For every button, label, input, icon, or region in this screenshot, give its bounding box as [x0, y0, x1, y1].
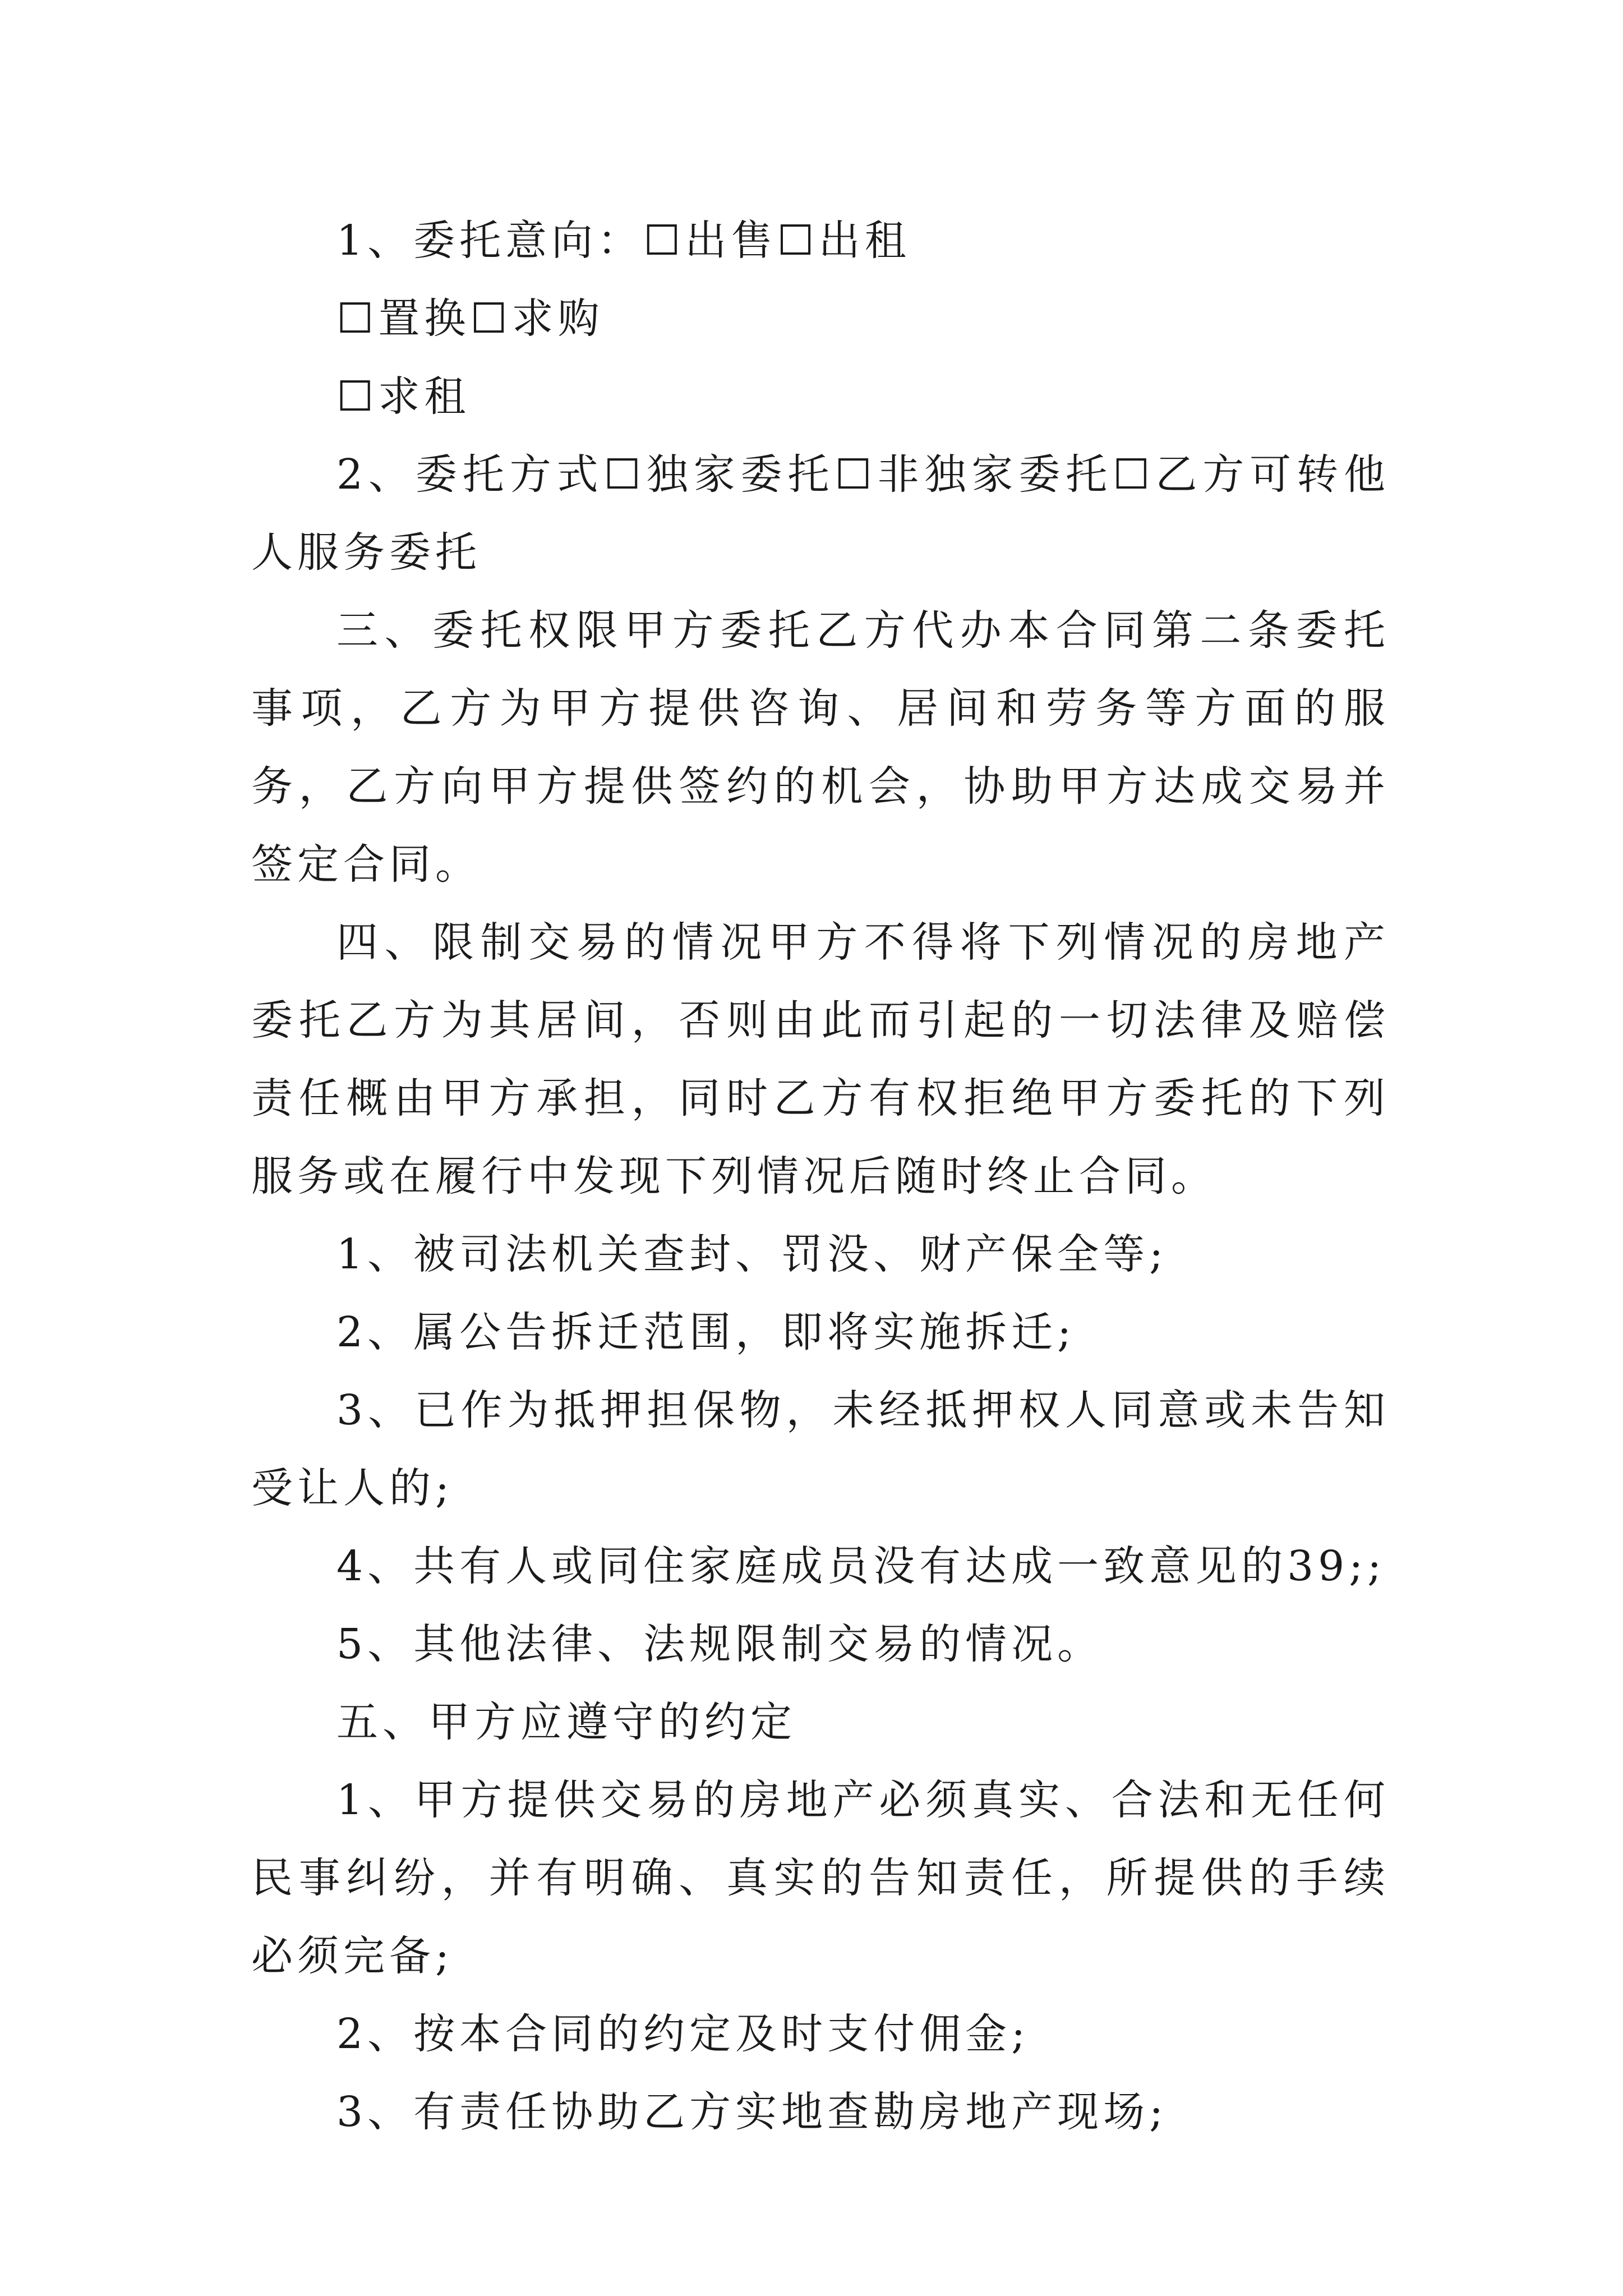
paragraph-restriction-2: 2、属公告拆迁范围，即将实施拆迁; — [336, 1308, 1076, 1356]
paragraph-obligation-1: 1、甲方提供交易的房地产必须真实、合法和无任何民事纠纷，并有明确、真实的告知责任，所提供的手续必须完备; — [251, 1776, 1390, 1980]
paragraph-restriction-4: 4、共有人或同住家庭成员没有达成一致意见的39;; — [336, 1542, 1386, 1590]
document-body — [251, 202, 1390, 2151]
paragraph-obligation-3: 3、有责任协助乙方实地查勘房地产现场; — [336, 2088, 1168, 2136]
paragraph-section-restrictions: 四、限制交易的情况甲方不得将下列情况的房地产委托乙方为其居间，否则由此而引起的一切法律及赔偿责任概由甲方承担，同时乙方有权拒绝甲方委托的下列服务或在履行中发现下列情况后随时终止合同。 — [251, 918, 1390, 1200]
paragraph-intent-options-exchange-buy: ☐置换☐求购 — [336, 295, 604, 343]
paragraph-intent-options-rent: ☐求租 — [336, 372, 471, 421]
paragraph-section-party-a-obligations: 五、甲方应遵守的约定 — [336, 1698, 796, 1746]
paragraph-restriction-3: 3、已作为抵押担保物，未经抵押权人同意或未告知受让人的; — [251, 1386, 1390, 1512]
paragraph-entrust-method: 2、委托方式☐独家委托☐非独家委托☐乙方可转他人服务委托 — [251, 450, 1390, 577]
paragraph-section-authority: 三、委托权限甲方委托乙方代办本合同第二条委托事项，乙方为甲方提供咨询、居间和劳务等方面的服务，乙方向甲方提供签约的机会，协助甲方达成交易并签定合同。 — [251, 606, 1390, 889]
paragraph-entrust-intent: 1、委托意向：☐出售☐出租 — [336, 217, 911, 265]
paragraph-restriction-1: 1、被司法机关查封、罚没、财产保全等; — [336, 1230, 1168, 1278]
paragraph-obligation-2: 2、按本合同的约定及时支付佣金; — [336, 2010, 1030, 2058]
paragraph-restriction-5: 5、其他法律、法规限制交易的情况。 — [336, 1620, 1104, 1668]
